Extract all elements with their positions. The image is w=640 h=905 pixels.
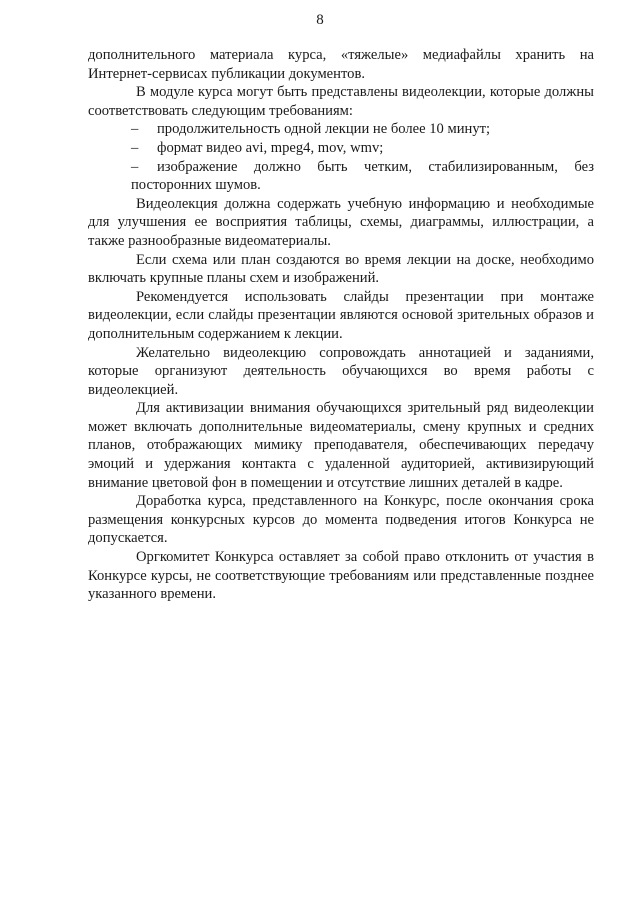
paragraph-continuation: дополнительного материала курса, «тяжелые» медиафайлы хранить на Интернет-сервисах публикации документов. bbox=[88, 47, 594, 82]
page-number: 8 bbox=[316, 12, 324, 28]
paragraph-video-lectures-intro: В модуле курса могут быть представлены видеолекции, которые должны соответствовать следующим требованиям: bbox=[88, 84, 594, 119]
paragraph-revision: Доработка курса, представленного на Конкурс, после окончания срока размещения конкурсных курсов до момента подведения итогов Конкурса не допускается. bbox=[88, 493, 594, 547]
document-body bbox=[88, 46, 594, 604]
paragraph-lecture-content: Видеолекция должна содержать учебную информацию и необходимые для улучшения ее восприятия таблицы, схемы, диаграммы, иллюстрации, а также разнообразные видеоматериалы. bbox=[88, 195, 594, 249]
list-item-text: формат видео avi, mpeg4, mov, wmv; bbox=[157, 139, 384, 156]
list-item-text: изображение должно быть четким, стабилизированным, без посторонних шумов. bbox=[131, 158, 594, 194]
paragraph-annotation: Желательно видеолекцию сопровождать аннотацией и заданиями, которые организуют деятельность обучающихся во время работы с видеолекцией. bbox=[88, 344, 594, 398]
paragraph-board-schemes: Если схема или план создаются во время лекции на доске, необходимо включать крупные планы схем и изображений. bbox=[88, 251, 594, 287]
list-item bbox=[88, 120, 594, 139]
paragraph-slides: Рекомендуется использовать слайды презентации при монтаже видеолекции, если слайды презентации являются основой зрительных образов и дополнительным содержанием к лекции. bbox=[88, 288, 594, 342]
list-marker: – bbox=[131, 121, 139, 138]
list-item bbox=[88, 158, 594, 195]
list-marker: – bbox=[131, 158, 139, 175]
paragraph-committee: Оргкомитет Конкурса оставляет за собой право отклонить от участия в Конкурсе курсы, не соответствующие требованиям или представленные позднее указанного времени. bbox=[88, 549, 594, 603]
list-marker: – bbox=[131, 139, 139, 156]
list-item bbox=[88, 139, 594, 158]
paragraph-attention: Для активизации внимания обучающихся зрительный ряд видеолекции может включать дополнительные видеоматериалы, смену крупных и средних планов, отображающих мимику преподавателя, обеспечивающих передачу эмоций и удержания контакта с удаленной аудиторией, активизирующий внимание цветовой фон в помещении и отсутствие лишних деталей в кадре. bbox=[88, 400, 594, 491]
list-item-text: продолжительность одной лекции не более 10 минут; bbox=[157, 121, 491, 138]
